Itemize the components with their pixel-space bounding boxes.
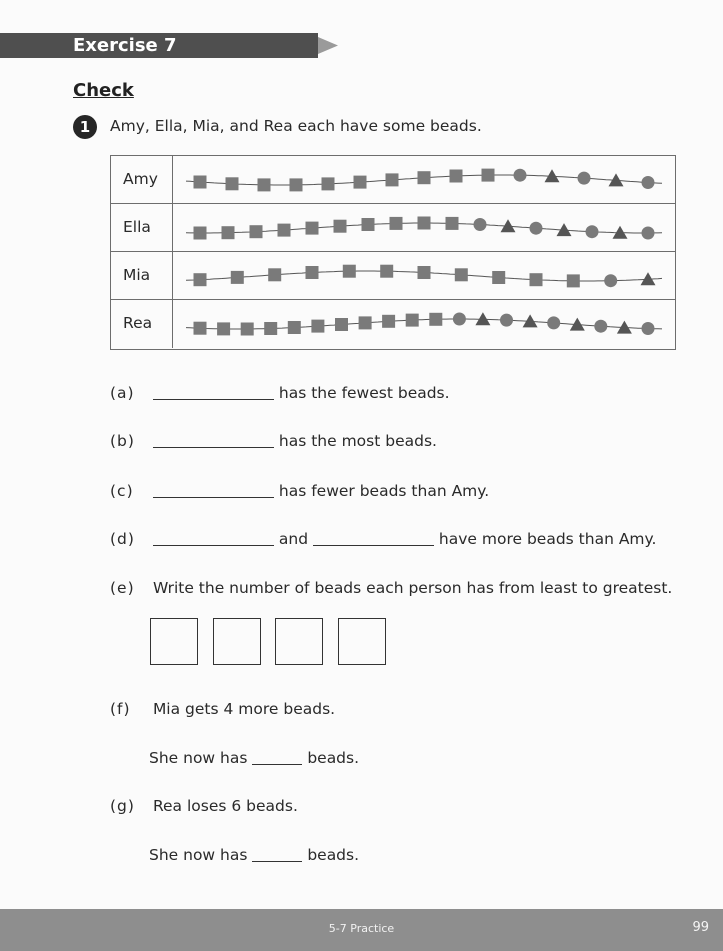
section-heading: Check (73, 80, 134, 101)
part-d (110, 530, 656, 548)
part-text: has the fewest beads. (278, 384, 450, 402)
square-bead-icon (217, 322, 230, 335)
square-bead-icon (194, 227, 207, 240)
part-text: Rea loses 6 beads. (152, 797, 298, 815)
answer-blank[interactable] (252, 847, 302, 862)
part-label: (a) (110, 384, 135, 402)
square-bead-icon (290, 178, 303, 191)
part-g-answer (149, 846, 359, 864)
part-text: have more beads than Amy. (438, 530, 657, 548)
square-bead-icon (455, 268, 468, 281)
square-bead-icon (343, 265, 356, 278)
square-bead-icon (311, 320, 324, 333)
part-label: (d) (110, 530, 135, 548)
bead-row-name: Rea (111, 300, 173, 348)
part-b (110, 432, 437, 450)
circle-bead-icon (578, 172, 591, 185)
circle-bead-icon (514, 169, 527, 182)
circle-bead-icon (642, 227, 655, 240)
answer-prefix: She now has (149, 846, 248, 864)
part-c (110, 482, 489, 500)
circle-bead-icon (586, 225, 599, 238)
part-text: Mia gets 4 more beads. (152, 700, 336, 718)
answer-suffix: beads. (307, 846, 360, 864)
bead-row-name: Ella (111, 204, 173, 251)
bead-string (174, 300, 674, 348)
bead-row-mia (111, 252, 675, 300)
square-bead-icon (335, 318, 348, 331)
circle-bead-icon (474, 218, 487, 231)
part-label: (e) (110, 579, 135, 597)
bead-row-rea (111, 300, 675, 348)
square-bead-icon (241, 323, 254, 336)
footer-section-label: 5-7 Practice (328, 922, 395, 935)
bead-string (174, 252, 674, 300)
square-bead-icon (264, 322, 277, 335)
bead-row-name: Amy (111, 156, 173, 203)
part-e (110, 579, 672, 597)
answer-prefix: She now has (149, 749, 248, 767)
square-bead-icon (492, 271, 505, 284)
answer-blank[interactable] (252, 750, 302, 765)
square-bead-icon (250, 225, 263, 238)
answer-box[interactable] (275, 618, 323, 665)
answer-box[interactable] (338, 618, 386, 665)
part-f-answer (149, 749, 359, 767)
square-bead-icon (446, 217, 459, 230)
part-label: (b) (110, 432, 135, 450)
square-bead-icon (530, 273, 543, 286)
square-bead-icon (567, 274, 580, 287)
bead-row-name: Mia (111, 252, 173, 299)
square-bead-icon (194, 322, 207, 335)
circle-bead-icon (642, 322, 655, 335)
circle-bead-icon (530, 222, 543, 235)
circle-bead-icon (547, 316, 560, 329)
answer-blank[interactable] (153, 433, 274, 448)
square-bead-icon (359, 316, 372, 329)
circle-bead-icon (604, 274, 617, 287)
part-f (110, 700, 335, 718)
answer-blank[interactable] (153, 385, 274, 400)
bead-string (174, 204, 674, 252)
square-bead-icon (380, 265, 393, 278)
part-and-text: and (278, 530, 309, 548)
square-bead-icon (194, 273, 207, 286)
answer-suffix: beads. (307, 749, 360, 767)
circle-bead-icon (500, 314, 513, 327)
answer-blank[interactable] (313, 531, 434, 546)
square-bead-icon (390, 217, 403, 230)
square-bead-icon (482, 169, 495, 182)
part-label: (f) (110, 700, 131, 718)
square-bead-icon (194, 176, 207, 189)
square-bead-icon (418, 217, 431, 230)
answer-blank[interactable] (153, 483, 274, 498)
square-bead-icon (418, 171, 431, 184)
part-text: has the most beads. (278, 432, 437, 450)
bead-thread (186, 319, 662, 329)
square-bead-icon (334, 220, 347, 233)
circle-bead-icon (594, 320, 607, 333)
answer-box[interactable] (213, 618, 261, 665)
question-text: Amy, Ella, Mia, and Rea each have some beads. (110, 117, 482, 135)
circle-bead-icon (453, 313, 466, 326)
bead-row-amy (111, 156, 675, 204)
part-label: (c) (110, 482, 134, 500)
part-text: Write the number of beads each person has from least to greatest. (152, 579, 673, 597)
bead-row-ella (111, 204, 675, 252)
banner-arrow-tip-icon (312, 33, 340, 58)
square-bead-icon (231, 271, 244, 284)
bead-string (174, 156, 674, 204)
page-number: 99 (692, 920, 709, 935)
square-bead-icon (386, 173, 399, 186)
square-bead-icon (322, 177, 335, 190)
square-bead-icon (268, 268, 281, 281)
square-bead-icon (382, 315, 395, 328)
square-bead-icon (278, 224, 291, 237)
part-g (110, 797, 298, 815)
bead-table (110, 155, 676, 350)
square-bead-icon (450, 170, 463, 183)
answer-blank[interactable] (153, 531, 274, 546)
part-text: has fewer beads than Amy. (278, 482, 490, 500)
square-bead-icon (429, 313, 442, 326)
square-bead-icon (222, 226, 235, 239)
circle-bead-icon (642, 176, 655, 189)
square-bead-icon (226, 177, 239, 190)
square-bead-icon (418, 266, 431, 279)
square-bead-icon (306, 266, 319, 279)
exercise-title: Exercise 7 (73, 35, 177, 56)
square-bead-icon (362, 218, 375, 231)
square-bead-icon (354, 176, 367, 189)
question-number-badge: 1 (73, 115, 97, 139)
part-label: (g) (110, 797, 135, 815)
square-bead-icon (288, 321, 301, 334)
part-a (110, 384, 450, 402)
answer-box[interactable] (150, 618, 198, 665)
square-bead-icon (306, 222, 319, 235)
square-bead-icon (406, 314, 419, 327)
square-bead-icon (258, 178, 271, 191)
